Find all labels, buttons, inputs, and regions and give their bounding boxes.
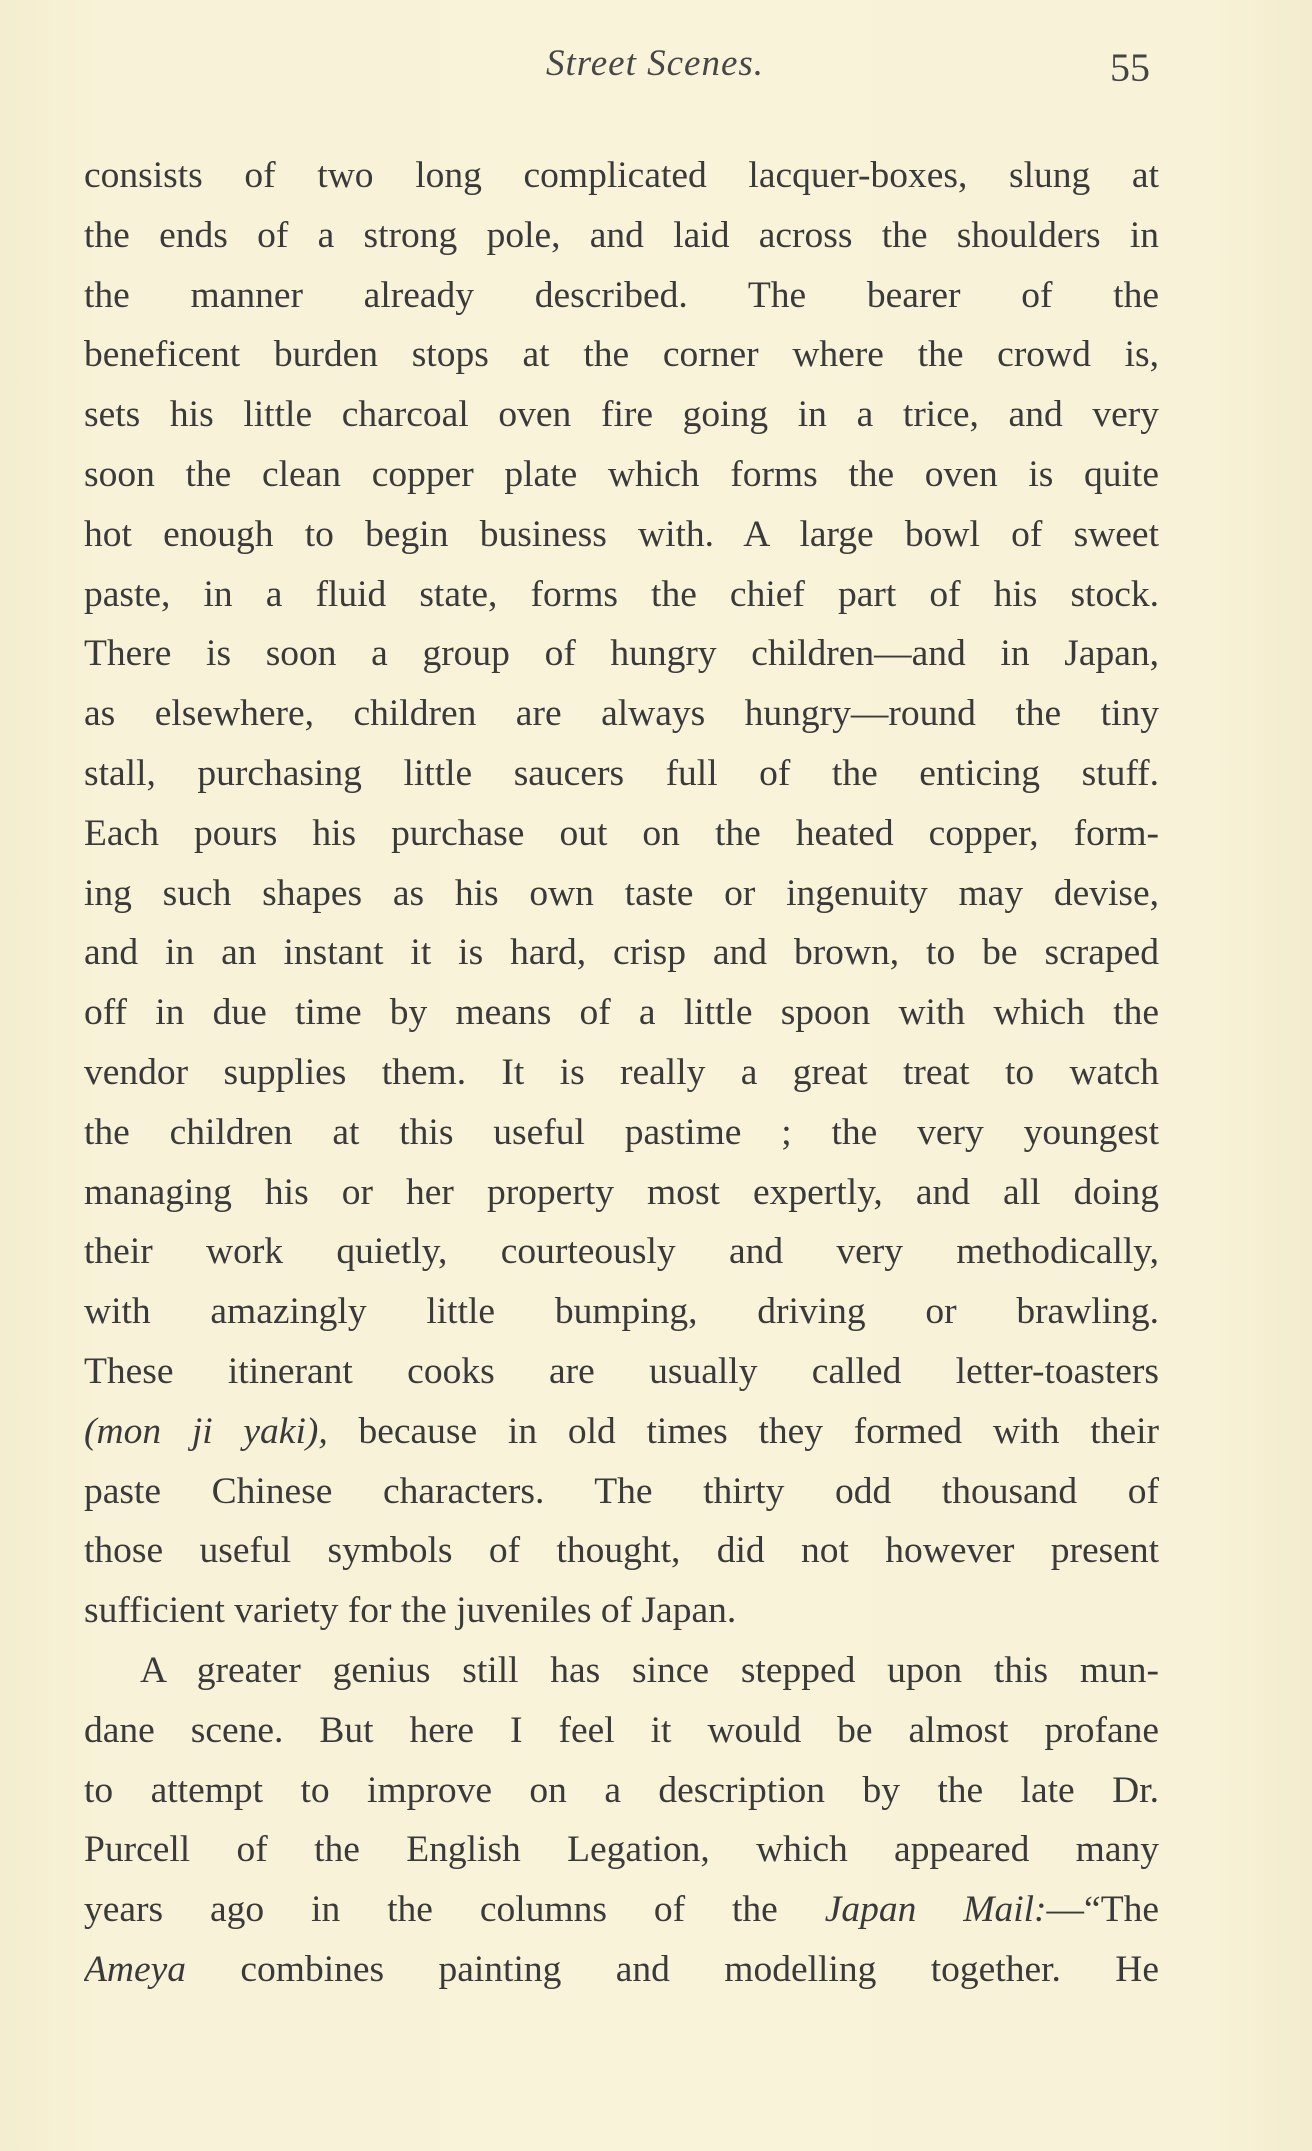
text-line (84, 1880, 1159, 1940)
text-line: consists of two long complicated lacquer-boxes, slung at (84, 155, 1159, 196)
text-line (84, 1402, 1159, 1462)
text-line: to attempt to improve on a description by the late Dr. (84, 1769, 1159, 1811)
text-line: with amazingly little bumping, driving or brawling. (84, 1291, 1159, 1333)
text-line: off in due time by means of a little spoon with which the (84, 992, 1159, 1034)
italic-term: Ameya (84, 1948, 187, 1990)
text-line: managing his or her property most expertly, and all doing (84, 1171, 1159, 1213)
text-line: paste Chinese characters. The thirty odd thousand of (84, 1470, 1159, 1512)
text-line: paste, in a fluid state, forms the chief part of his stock. (84, 573, 1159, 615)
text-line: soon the clean copper plate which forms the oven is quite (84, 453, 1159, 495)
text-line: sets his little charcoal oven fire going in a trice, and very (84, 394, 1159, 436)
text-line: There is soon a group of hungry children—and in Japan, (84, 633, 1159, 675)
text-line: beneficent burden stops at the corner where the crowd is, (84, 334, 1159, 376)
paragraph-first-line: A greater genius still has since stepped upon this mun- (140, 1649, 1159, 1691)
body-text (84, 146, 1159, 2000)
text-span: because in old times they formed with their (327, 1410, 1159, 1452)
text-line: Each pours his purchase out on the heated copper, form- (84, 812, 1159, 854)
text-span: years ago in the columns of the (84, 1889, 825, 1931)
text-line: dane scene. But here I feel it would be almost profane (84, 1709, 1159, 1751)
text-line: their work quietly, courteously and very methodically, (84, 1231, 1159, 1273)
text-line: vendor supplies them. It is really a great treat to watch (84, 1051, 1159, 1093)
text-line: the ends of a strong pole, and laid across the shoulders in (84, 214, 1159, 256)
text-line: stall, purchasing little saucers full of the enticing stuff. (84, 752, 1159, 794)
text-line: hot enough to begin business with. A large bowl of sweet (84, 513, 1159, 555)
text-line: Purcell of the English Legation, which appeared many (84, 1829, 1159, 1871)
text-line: as elsewhere, children are always hungry—round the tiny (84, 693, 1159, 735)
text-line: those useful symbols of thought, did not however present (84, 1530, 1159, 1572)
text-line (84, 1940, 1159, 2000)
text-line: the children at this useful pastime ; the very youngest (84, 1111, 1159, 1153)
text-line: These itinerant cooks are usually called letter-toasters (84, 1350, 1159, 1392)
paragraph-last-line: sufficient variety for the juveniles of Japan. (84, 1590, 737, 1632)
running-title-text: Street Scenes. (545, 43, 765, 84)
text-line: and in an instant it is hard, crisp and brown, to be scraped (84, 932, 1159, 974)
italic-title: Japan Mail: (824, 1889, 1047, 1931)
text-span: combines painting and modelling together. He (186, 1948, 1159, 1990)
page-number: 55 (1110, 45, 1150, 90)
text-span: —“The (1046, 1889, 1159, 1931)
text-line: ing such shapes as his own taste or ingenuity may devise, (84, 872, 1159, 914)
italic-term: (mon ji yaki), (84, 1410, 328, 1452)
text-line: the manner already described. The bearer of the (84, 274, 1159, 316)
